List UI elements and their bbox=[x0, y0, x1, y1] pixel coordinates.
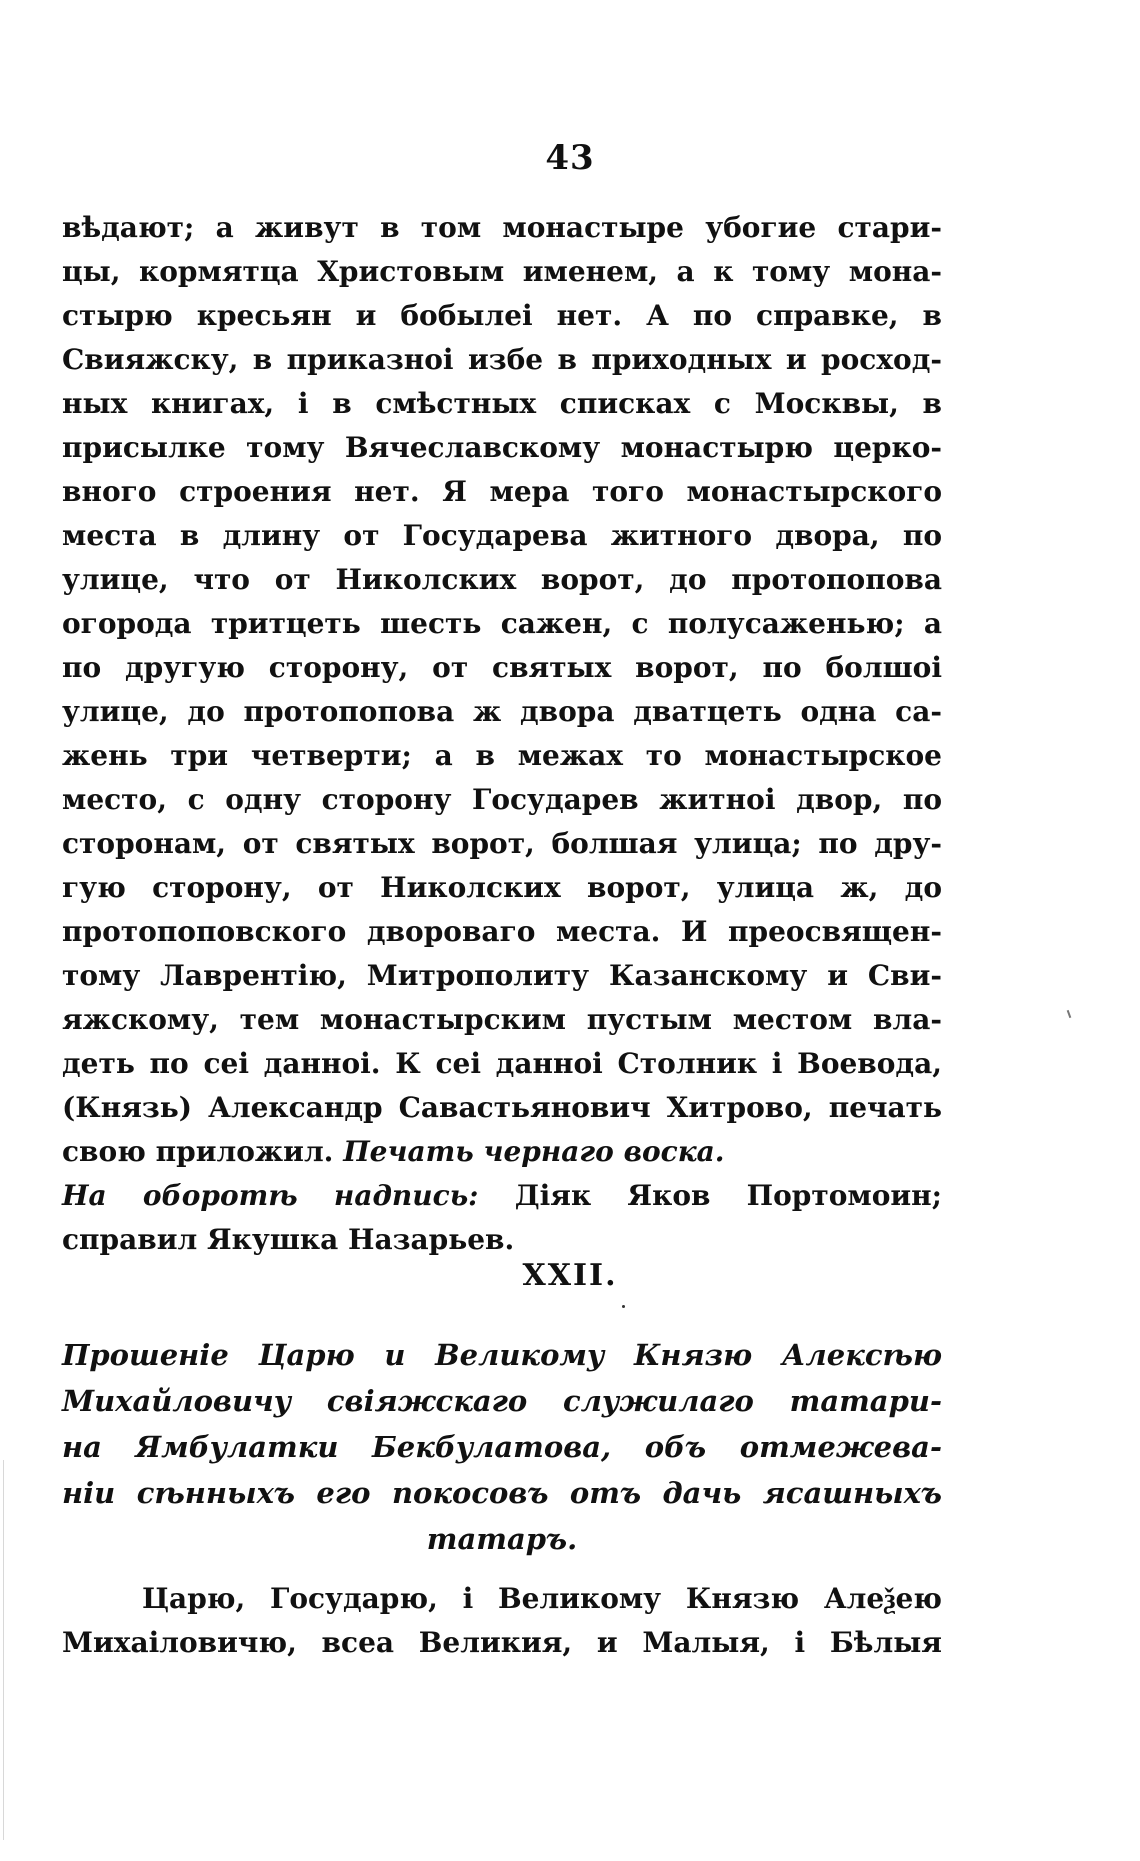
page-number: 43 bbox=[545, 138, 595, 178]
text-line: место, с одну сторону Государев житноі двор, по bbox=[62, 783, 942, 816]
text-line: вѣдают; а живут в том монастыре убогие стари- bbox=[62, 211, 942, 244]
text-line: огорода тритцеть шесть сажен, с полусаженью; а bbox=[62, 607, 942, 640]
text-line: справил Якушка Назарьев. bbox=[62, 1223, 515, 1256]
section-title-block bbox=[62, 1332, 942, 1562]
title-line: Прошеніе Царю и Великому Князю Алексѣю bbox=[62, 1338, 942, 1372]
text-line: протопоповского двороваго места. И преосвящен- bbox=[62, 915, 942, 948]
text-line: присылке тому Вячеславскому монастырю церко- bbox=[62, 431, 942, 464]
text-line: яжскому, тем монастырским пустым местом вла- bbox=[62, 1003, 942, 1036]
title-line: Михайловичу свіяжскаго служилаго татари- bbox=[62, 1384, 942, 1418]
text-line: по другую сторону, от святых ворот, по болшоі bbox=[62, 651, 942, 684]
text-line: тому Лаврентію, Митрополиту Казанскому и Сви- bbox=[62, 959, 942, 992]
text-line: (Князь) Александр Савастьянович Хитрово, печать bbox=[62, 1091, 942, 1124]
title-line: ніи сѣнныхъ его покосовъ отъ дачь ясашныхъ bbox=[62, 1476, 942, 1510]
text-line: гую сторону, от Николских ворот, улица ж, до bbox=[62, 871, 942, 904]
seal-statement: свою приложил. bbox=[62, 1135, 334, 1168]
section-heading: XXII. bbox=[522, 1258, 618, 1293]
text-line: улице, до протопопова ж двора дватцеть одна са- bbox=[62, 695, 942, 728]
reverse-inscription-label: На оборотѣ надпись: bbox=[62, 1179, 479, 1212]
address-block bbox=[62, 1577, 942, 1665]
text-line: места в длину от Государева житного двора, по bbox=[62, 519, 942, 552]
address-line: Царю, Государю, і Великому Князю Алеѯею bbox=[142, 1582, 942, 1615]
text-line: цы, кормятца Христовым именем, а к тому мона- bbox=[62, 255, 942, 288]
print-speck bbox=[622, 1305, 625, 1308]
margin-mark bbox=[1067, 1010, 1072, 1018]
reverse-inscription-text: Діяк Яков Портомоин; bbox=[514, 1179, 942, 1212]
text-line: вного строения нет. Я мера того монастырского bbox=[62, 475, 942, 508]
text-line: деть по сеі данноі. К сеі данноі Столник і Воевода, bbox=[62, 1047, 942, 1080]
text-line: ных книгах, і в смѣстных списках с Москвы, в bbox=[62, 387, 942, 420]
title-line-last: татаръ. bbox=[426, 1522, 578, 1556]
text-line-reverse bbox=[62, 1174, 942, 1218]
text-line: жень три четверти; а в межах то монастырское bbox=[62, 739, 942, 772]
text-line: сторонам, от святых ворот, болшая улица; по дру- bbox=[62, 827, 942, 860]
text-line-seal bbox=[62, 1130, 942, 1174]
title-line: на Ямбулатки Бекбулатова, объ отмежева- bbox=[62, 1430, 942, 1464]
text-line: стырю кресьян и бобылеі нет. А по справке, в bbox=[62, 299, 942, 332]
text-line: улице, что от Николских ворот, до протопопова bbox=[62, 563, 942, 596]
main-text-block bbox=[62, 206, 942, 1262]
seal-note-italic: Печать чернаго воска. bbox=[343, 1135, 725, 1168]
text-line: Свияжску, в приказноі избе в приходных и росход- bbox=[62, 343, 942, 376]
address-line: Михаіловичю, всеа Великия, и Малыя, і Бѣлыя bbox=[62, 1626, 942, 1659]
page-edge-line bbox=[3, 1460, 4, 1840]
